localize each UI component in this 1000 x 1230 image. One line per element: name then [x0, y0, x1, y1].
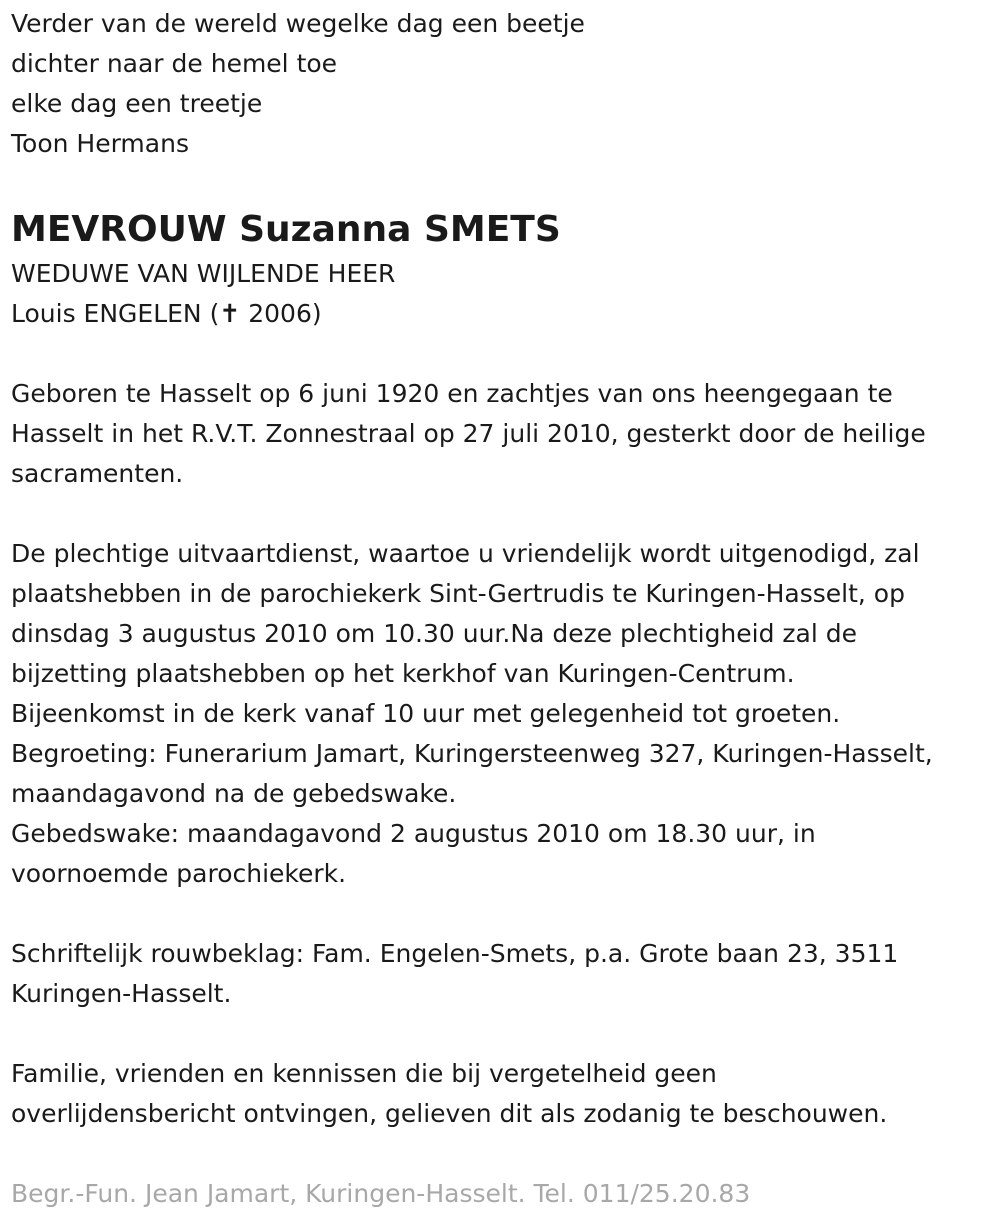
- poem-author: Toon Hermans: [11, 129, 189, 158]
- paragraph-line: sacramenten.: [11, 459, 184, 488]
- paragraph-line: voornoemde parochiekerk.: [11, 859, 347, 888]
- paragraph-line: overlijdensbericht ontvingen, gelieven dit als zodanig te beschouwen.: [11, 1099, 888, 1128]
- poem-line: dichter naar de hemel toe: [11, 49, 338, 78]
- deceased-spouse: Louis ENGELEN (✝ 2006): [11, 299, 322, 328]
- obituary-notice: [11, 4, 996, 1214]
- birth-paragraph: [11, 374, 996, 494]
- condolence-paragraph: [11, 934, 996, 1014]
- deceased-block: [11, 206, 996, 334]
- paragraph-line: De plechtige uitvaartdienst, waartoe u vriendelijk wordt uitgenodigd, zal: [11, 539, 920, 568]
- paragraph-line: maandagavond na de gebedswake.: [11, 779, 457, 808]
- deceased-status: WEDUWE VAN WIJLENDE HEER: [11, 259, 396, 288]
- deceased-name: MEVROUW Suzanna SMETS: [11, 209, 561, 250]
- spacer: [11, 1014, 996, 1054]
- service-paragraph: [11, 534, 996, 894]
- paragraph-line: Hasselt in het R.V.T. Zonnestraal op 27 juli 2010, gesterkt door de heilige: [11, 419, 926, 448]
- funeral-home-footer: Begr.-Fun. Jean Jamart, Kuringen-Hasselt. Tel. 011/25.20.83: [11, 1179, 751, 1208]
- spacer: [11, 1134, 996, 1174]
- spacer: [11, 164, 996, 204]
- poem-line: Verder van de wereld wegelke dag een beetje: [11, 9, 585, 38]
- paragraph-line: plaatshebben in de parochiekerk Sint-Gertrudis te Kuringen-Hasselt, op: [11, 579, 905, 608]
- paragraph-line: bijzetting plaatshebben op het kerkhof van Kuringen-Centrum.: [11, 659, 795, 688]
- poem: [11, 4, 996, 164]
- spacer: [11, 894, 996, 934]
- notice-paragraph: [11, 1054, 996, 1134]
- paragraph-line: Bijeenkomst in de kerk vanaf 10 uur met gelegenheid tot groeten.: [11, 699, 841, 728]
- poem-line: elke dag een treetje: [11, 89, 263, 118]
- paragraph-line: Gebedswake: maandagavond 2 augustus 2010 om 18.30 uur, in: [11, 819, 816, 848]
- paragraph-line: Geboren te Hasselt op 6 juni 1920 en zachtjes van ons heengegaan te: [11, 379, 893, 408]
- paragraph-line: Kuringen-Hasselt.: [11, 979, 232, 1008]
- spacer: [11, 494, 996, 534]
- paragraph-line: dinsdag 3 augustus 2010 om 10.30 uur.Na deze plechtigheid zal de: [11, 619, 858, 648]
- spacer: [11, 334, 996, 374]
- paragraph-line: Begroeting: Funerarium Jamart, Kuringersteenweg 327, Kuringen-Hasselt,: [11, 739, 933, 768]
- paragraph-line: Familie, vrienden en kennissen die bij vergetelheid geen: [11, 1059, 717, 1088]
- paragraph-line: Schriftelijk rouwbeklag: Fam. Engelen-Smets, p.a. Grote baan 23, 3511: [11, 939, 899, 968]
